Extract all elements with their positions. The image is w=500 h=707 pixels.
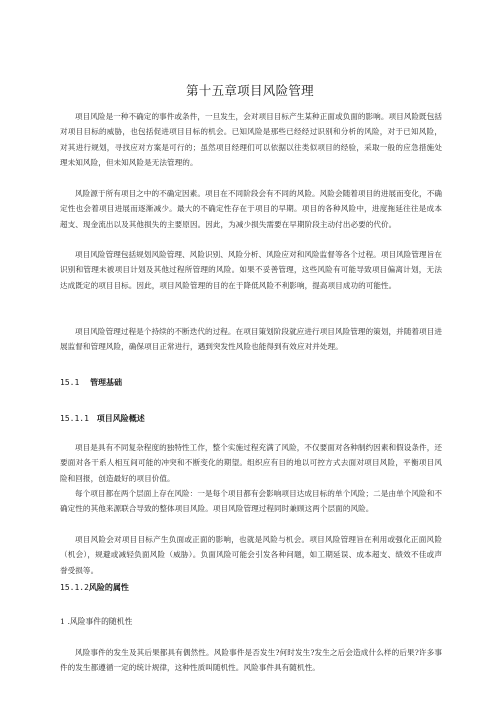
subsection-heading-1: 1 .风险事件的随机性	[60, 617, 133, 626]
section-title: 项目风险概述	[96, 414, 145, 423]
section-number: 15.1.1	[60, 414, 89, 423]
section-heading-15-1-2	[60, 582, 129, 593]
section-15-1-1-paragraph-3: 项目风险会对项目目标产生负面或正面的影响，也就是风险与机会。项目风险管理旨在利用或强化正面风险（机会），规避或减轻负面风险（威胁）。负面风险可能会引发各种问题，如工期延误、成本超支、绩效不佳或声誉受损等。	[60, 535, 442, 575]
chapter-title: 第十五章项目风险管理	[185, 83, 314, 98]
section-title: 管理基础	[90, 378, 123, 387]
section-number: 15.1	[60, 378, 80, 387]
subsection-1-paragraph-1: 风险事件的发生及其后果都具有偶然性。风险事件是否发生?何时发生?发生之后会造成什么样的后果?许多事件的发生都遵循一定的统计规律，这种性质叫随机性。风险事件具有随机性。	[60, 648, 442, 673]
section-heading-15-1	[60, 377, 122, 388]
section-heading-15-1-1	[60, 413, 145, 424]
section-15-1-1-paragraph-1: 项目是具有不同复杂程度的独特性工作，整个实施过程充满了风险，不仅要面对各种制约因素和假设条件，还要面对各干系人相互间可能的冲突和不断变化的期望。组织应有目的地以可控方式去面对项目风险，平衡项目风险和回报，创造最好的项目价值。	[60, 443, 442, 483]
section-number: 15.1.2	[60, 583, 89, 592]
intro-paragraph-1: 项目风险是一种不确定的事件或条件，一旦发生，会对项目目标产生某种正面或负面的影响。项目风险既包括对项目目标的威胁，也包括促进项目目标的机会。已知风险是那些已经经过识别和分析的风险，对于已知风险，对其进行规划，寻找应对方案是可行的；虽然项目经理们可以依据以往类似项目的经验，采取一般的应急措施处理未知风险，但未知风险是无法管理的。	[60, 112, 442, 168]
intro-paragraph-4: 项目风险管理过程是个持续的不断迭代的过程。在项目策划阶段就应进行项目风险管理的策划，并随着项目进展监督和管理风险，确保项目正常进行，遇到突发性风险也能得到有效应对并处理。	[60, 327, 442, 352]
intro-paragraph-2: 风险源于所有项目之中的不确定因素。项目在不同阶段会有不同的风险。风险会随着项目的进展而变化，不确定性也会着项目进展而逐渐减少。最大的不确定性存在于项目的早期。项目的各种风险中，进度拖延往往是成本超支、现金流出以及其他损失的主要原因。因此，为减少损失需要在早期阶段主动付出必要的代价。	[60, 189, 442, 229]
intro-paragraph-3: 项目风险管理包括规划风险管理、风险识别、风险分析、风险应对和风险监督等各个过程。项目风险管理旨在识别和管理未被项目计划及其他过程所管理的风险。如果不妥善管理，这些风险有可能导致项目偏离计划，无法达成既定的项目目标。因此，项目风险管理的目的在于降低风险不利影响，提高项目成功的可能性。	[60, 250, 442, 290]
section-title: 风险的属性	[88, 583, 129, 592]
section-15-1-1-paragraph-2: 每个项目都在两个层面上存在风险：一是每个项目都有会影响项目达成目标的单个风险；二是由单个风险和不确定性的其他来源联合导致的整体项目风险。项目风险管理过程同时兼顾这两个层面的风险。	[60, 489, 442, 514]
